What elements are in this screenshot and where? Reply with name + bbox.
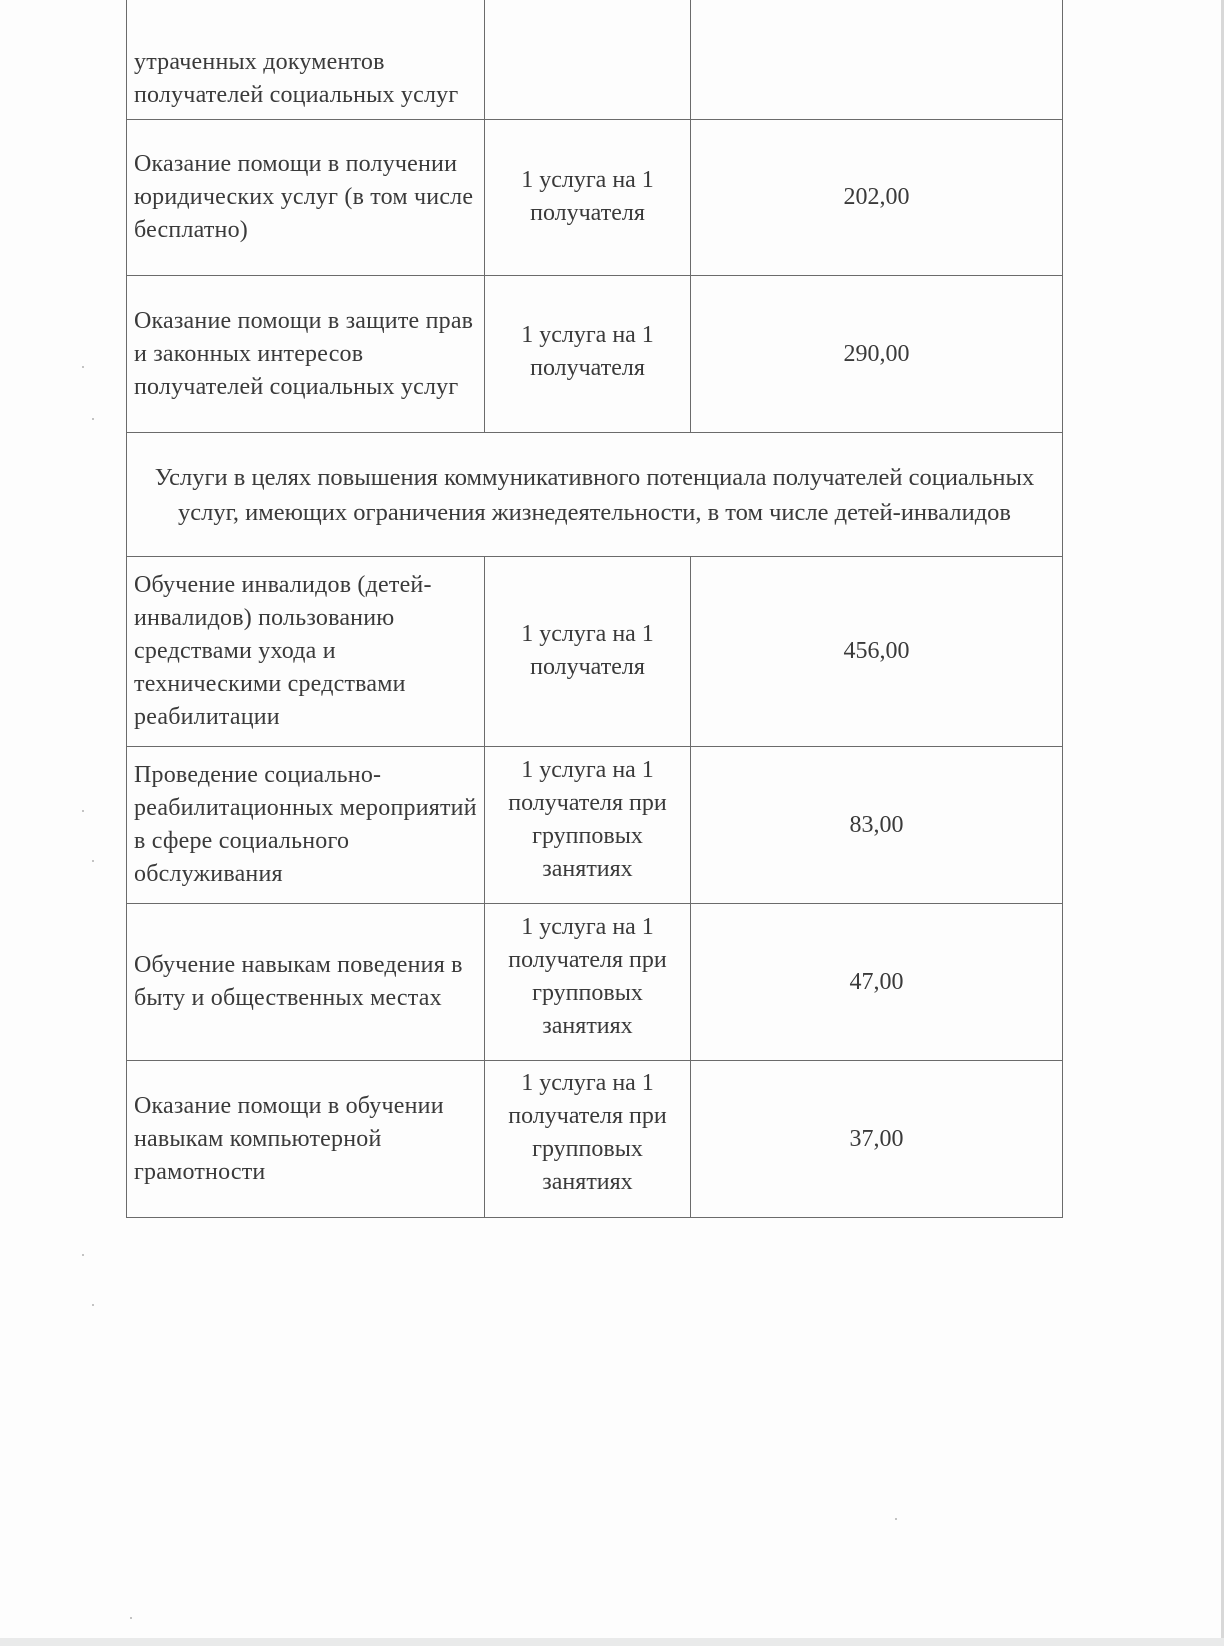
- scan-speck: [895, 1518, 897, 1520]
- service-name-cell: Оказание помощи в получении юридических услуг (в том числе бесплатно): [127, 120, 485, 276]
- unit-cell: [485, 0, 691, 120]
- scan-speck: [92, 1304, 94, 1306]
- table-row: [127, 557, 1063, 747]
- service-name-cell: Обучение навыкам поведения в быту и общественных местах: [127, 904, 485, 1061]
- price-cell: [691, 0, 1063, 120]
- scan-speck: [82, 1254, 84, 1256]
- table-row: [127, 904, 1063, 1061]
- price-cell: 37,00: [691, 1061, 1063, 1218]
- unit-cell: 1 услуга на 1 получателя: [485, 120, 691, 276]
- unit-cell: 1 услуга на 1 получателя при групповых занятиях: [485, 904, 691, 1061]
- price-cell: 202,00: [691, 120, 1063, 276]
- unit-cell: 1 услуга на 1 получателя: [485, 276, 691, 433]
- price-cell: 47,00: [691, 904, 1063, 1061]
- services-tariff-table: [126, 0, 1063, 1218]
- table-row: [127, 276, 1063, 433]
- section-header-row: [127, 433, 1063, 557]
- table-row: [127, 1061, 1063, 1218]
- scan-speck: [92, 860, 94, 862]
- table-row: [127, 0, 1063, 120]
- price-cell: 290,00: [691, 276, 1063, 433]
- scan-speck: [82, 810, 84, 812]
- service-name-cell: Обучение инвалидов (детей-инвалидов) пользованию средствами ухода и техническими средствами реабилитации: [127, 557, 485, 747]
- scan-speck: [82, 366, 84, 368]
- unit-cell: 1 услуга на 1 получателя при групповых занятиях: [485, 1061, 691, 1218]
- section-title: Услуги в целях повышения коммуникативного потенциала получателей социальных услуг, имеющих ограничения жизнедеятельности, в том числе детей-инвалидов: [127, 433, 1063, 557]
- unit-cell: 1 услуга на 1 получателя: [485, 557, 691, 747]
- price-cell: 456,00: [691, 557, 1063, 747]
- price-cell: 83,00: [691, 747, 1063, 904]
- service-name-cell: Оказание помощи в защите прав и законных интересов получателей социальных услуг: [127, 276, 485, 433]
- service-name-cell: Оказание помощи в обучении навыкам компьютерной грамотности: [127, 1061, 485, 1218]
- table-row: [127, 747, 1063, 904]
- unit-cell: 1 услуга на 1 получателя при групповых занятиях: [485, 747, 691, 904]
- service-name-cell: Проведение социально-реабилитационных мероприятий в сфере социального обслуживания: [127, 747, 485, 904]
- service-name-cell: утраченных документов получателей социальных услуг: [127, 0, 485, 120]
- scan-speck: [130, 1617, 132, 1619]
- scan-edge-bottom: [0, 1638, 1224, 1646]
- table-row: [127, 120, 1063, 276]
- scan-speck: [92, 418, 94, 420]
